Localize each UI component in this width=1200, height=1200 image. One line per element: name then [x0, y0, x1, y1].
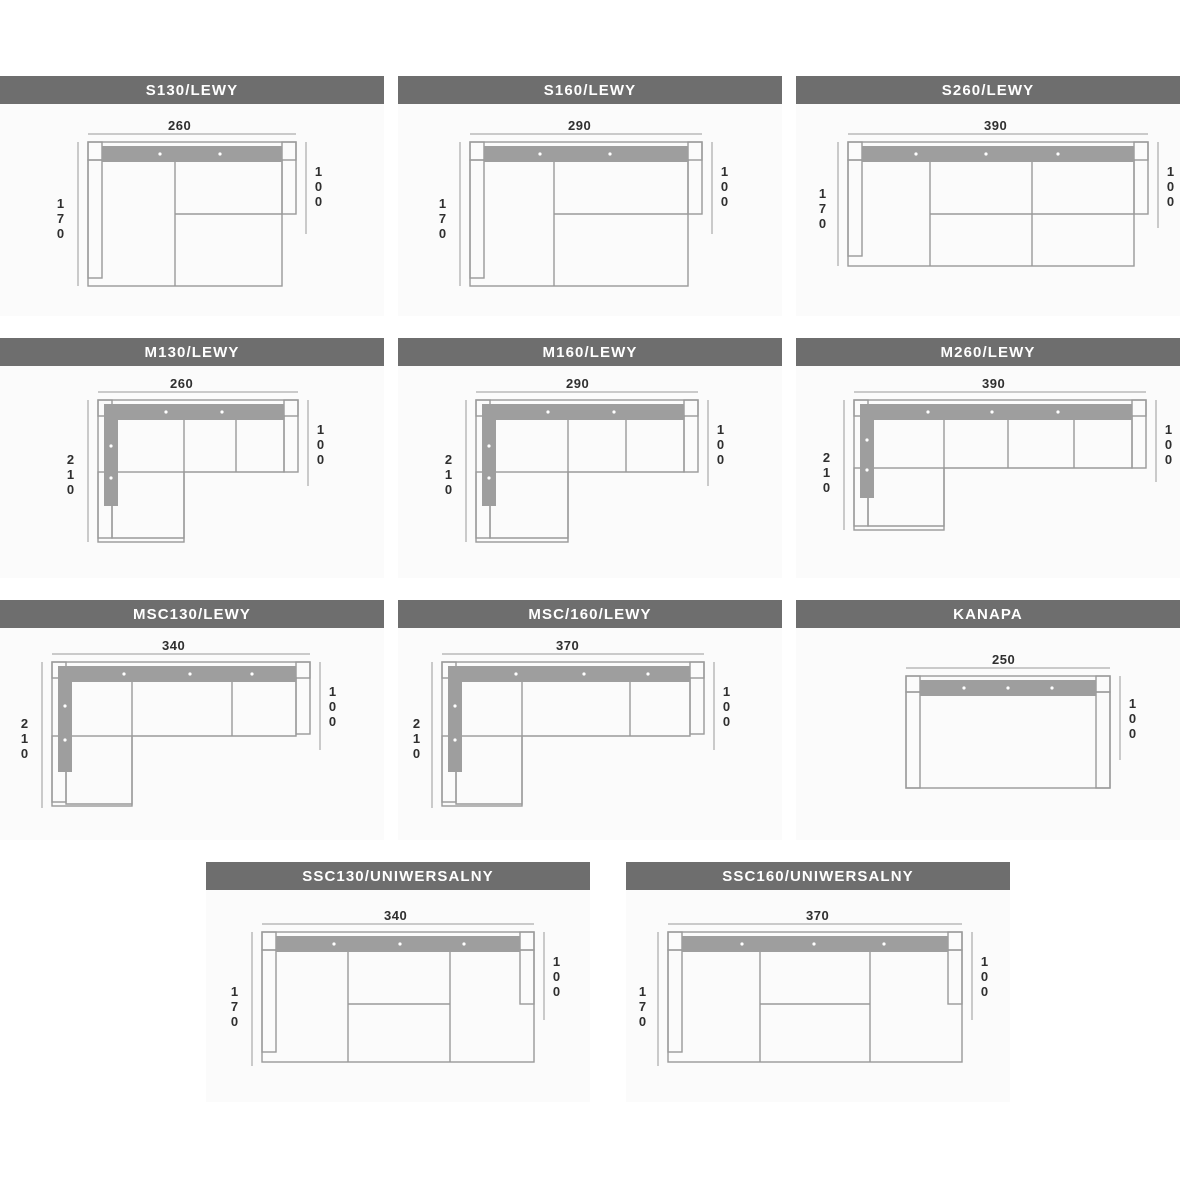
card-row-2 [0, 338, 1200, 578]
dim-height: 100 [977, 954, 992, 999]
card-body [398, 628, 782, 840]
dim-width: 340 [384, 908, 408, 923]
dim-depth: 210 [63, 452, 78, 497]
dim-depth: 210 [819, 450, 834, 495]
card-title: M130/LEWY [0, 338, 384, 366]
dim-depth: 170 [227, 984, 242, 1029]
card-s160-lewy [398, 76, 782, 316]
dim-width: 390 [982, 376, 1006, 391]
card-row-3 [0, 600, 1200, 840]
dim-depth: 170 [53, 196, 68, 241]
dim-width: 370 [556, 638, 580, 653]
card-title: SSC130/UNIWERSALNY [206, 862, 590, 890]
card-grid [0, 76, 1200, 1124]
card-body [206, 890, 590, 1102]
dim-depth: 170 [815, 186, 830, 231]
dim-height: 100 [713, 422, 728, 467]
card-title: M160/LEWY [398, 338, 782, 366]
card-msc160-lewy [398, 600, 782, 840]
sofa-diagram-m130 [0, 366, 384, 578]
card-m260-lewy [796, 338, 1180, 578]
sofa-diagram-msc130 [0, 628, 384, 840]
card-title: S130/LEWY [0, 76, 384, 104]
dim-height: 100 [717, 164, 732, 209]
card-body [398, 366, 782, 578]
dim-height: 100 [549, 954, 564, 999]
card-m160-lewy [398, 338, 782, 578]
card-m130-lewy [0, 338, 384, 578]
card-body [796, 366, 1180, 578]
sofa-diagram-kanapa [796, 628, 1180, 840]
card-row-4 [0, 862, 1200, 1102]
card-body [398, 104, 782, 316]
dim-width: 290 [568, 118, 592, 133]
sofa-diagram-s260 [796, 104, 1180, 316]
card-ssc130-uniwersalny [206, 862, 590, 1102]
dim-depth: 170 [635, 984, 650, 1029]
card-title: MSC/160/LEWY [398, 600, 782, 628]
dim-height: 100 [1161, 422, 1176, 467]
card-kanapa [796, 600, 1180, 840]
card-title: SSC160/UNIWERSALNY [626, 862, 1010, 890]
dim-width: 340 [162, 638, 186, 653]
card-body [0, 104, 384, 316]
card-title: MSC130/LEWY [0, 600, 384, 628]
card-s260-lewy [796, 76, 1180, 316]
dim-width: 390 [984, 118, 1008, 133]
card-body [796, 104, 1180, 316]
dim-height: 100 [1163, 164, 1178, 209]
dim-height: 100 [325, 684, 340, 729]
card-title: S160/LEWY [398, 76, 782, 104]
sofa-diagram-m260 [796, 366, 1180, 578]
card-body [796, 628, 1180, 840]
card-body [0, 628, 384, 840]
dim-depth: 210 [17, 716, 32, 761]
dim-depth: 210 [441, 452, 456, 497]
dim-depth: 170 [435, 196, 450, 241]
dim-width: 260 [170, 376, 194, 391]
card-title: S260/LEWY [796, 76, 1180, 104]
card-ssc160-uniwersalny [626, 862, 1010, 1102]
card-body [626, 890, 1010, 1102]
dim-height: 100 [311, 164, 326, 209]
card-s130-lewy [0, 76, 384, 316]
card-title: M260/LEWY [796, 338, 1180, 366]
card-title: KANAPA [796, 600, 1180, 628]
dim-width: 370 [806, 908, 830, 923]
dim-width: 260 [168, 118, 192, 133]
sofa-diagram-s160 [398, 104, 782, 316]
dim-width: 250 [992, 652, 1016, 667]
card-msc130-lewy [0, 600, 384, 840]
dim-height: 100 [1125, 696, 1140, 741]
dim-height: 100 [313, 422, 328, 467]
dim-width: 290 [566, 376, 590, 391]
card-body [0, 366, 384, 578]
dim-height: 100 [719, 684, 734, 729]
sofa-diagram-msc160 [398, 628, 782, 840]
card-row-1 [0, 76, 1200, 316]
dim-depth: 210 [409, 716, 424, 761]
